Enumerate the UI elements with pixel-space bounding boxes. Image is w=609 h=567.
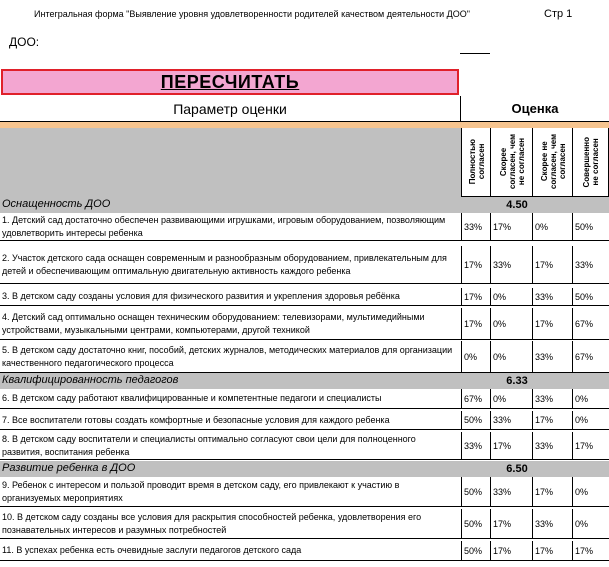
question-text: 9. Ребенок с интересом и пользой проводит время в детском саду, его привлекают к участию в организуемых мероприятиях <box>2 479 400 503</box>
value-rather-agree: 0% <box>490 389 532 408</box>
table-row <box>0 389 609 409</box>
value-rather-disagree: 0% <box>532 213 572 240</box>
section-title: Развитие ребенка в ДОО <box>2 462 136 474</box>
value-fully-disagree: 50% <box>572 213 609 240</box>
column-header-fully-agree: Полностью согласен <box>461 128 491 196</box>
value-rather-disagree: 33% <box>532 288 572 305</box>
table-row <box>0 541 609 561</box>
table-row <box>0 432 609 460</box>
value-fully-agree: 17% <box>461 308 490 339</box>
value-fully-agree: 0% <box>461 341 490 372</box>
value-rather-agree: 17% <box>490 509 532 538</box>
question-text: 8. В детском саду воспитатели и специалисты оптимально согласуют свои цели для полноценного развития, воспитания ребенка <box>2 433 416 457</box>
param-header: Параметр оценки <box>0 96 461 121</box>
value-rather-agree: 0% <box>490 308 532 339</box>
section-average: 6.50 <box>506 463 528 475</box>
value-fully-disagree: 0% <box>572 477 609 506</box>
value-fully-agree: 50% <box>461 477 490 506</box>
value-fully-agree: 33% <box>461 432 490 459</box>
question-text: 2. Участок детского сада оснащен современным и разнообразным оборудованием, привлекательным для детей и обеспечивающим оптимальную двигательную активность каждого ребенка <box>2 252 447 276</box>
value-rather-disagree: 33% <box>532 389 572 408</box>
doo-input-line[interactable] <box>460 53 490 54</box>
page-number: Стр 1 <box>544 8 573 20</box>
section-child-development <box>0 461 609 477</box>
value-fully-disagree: 0% <box>572 389 609 408</box>
section-equipment <box>0 197 609 213</box>
value-fully-disagree: 50% <box>572 288 609 305</box>
value-rather-agree: 0% <box>490 288 532 305</box>
section-title: Оснащенность ДОО <box>2 198 111 210</box>
table-row <box>0 288 609 306</box>
value-rather-disagree: 17% <box>532 541 572 560</box>
column-header-rather-disagree: Скорее не согласен, чем согласен <box>532 128 573 196</box>
value-fully-disagree: 0% <box>572 509 609 538</box>
value-fully-disagree: 67% <box>572 341 609 372</box>
score-header: Оценка <box>511 101 559 116</box>
question-text: 11. В успехах ребенка есть очевидные заслуги педагогов детского сада <box>2 545 302 555</box>
question-text: 5. В детском саду достаточно книг, пособий, детских журналов, методических материалов для организации качественного педагогического процесса <box>2 344 453 368</box>
value-rather-agree: 17% <box>490 541 532 560</box>
section-title: Квалифицированность педагогов <box>2 374 179 386</box>
column-header-fully-disagree: Совершенно не согласен <box>572 128 609 196</box>
value-rather-agree: 33% <box>490 411 532 429</box>
table-row <box>0 341 609 373</box>
value-rather-disagree: 17% <box>532 477 572 506</box>
value-fully-agree: 17% <box>461 246 490 283</box>
value-rather-agree: 33% <box>490 246 532 283</box>
question-text: 10. В детском саду созданы все условия для раскрытия способностей ребенка, удовлетворения его познавательных интересов и разумных потребностей <box>2 511 422 535</box>
recalculate-button[interactable] <box>1 69 459 95</box>
value-fully-agree: 33% <box>461 213 490 240</box>
value-rather-disagree: 17% <box>532 411 572 429</box>
table-row <box>0 213 609 241</box>
column-header-rather-agree: Скорее согласен, чем не согласен <box>490 128 533 196</box>
value-rather-disagree: 17% <box>532 246 572 283</box>
form-title: Интегральная форма "Выявление уровня удовлетворенности родителей качеством деятельности ДОО" <box>34 9 470 19</box>
value-rather-agree: 17% <box>490 432 532 459</box>
table-row <box>0 411 609 430</box>
value-rather-disagree: 33% <box>532 509 572 538</box>
question-text: 4. Детский сад оптимально оснащен техническим оборудованием: телевизорами, мультимедийными устройствами, музыкальными центрами, компьютерами, другой техникой <box>2 311 425 335</box>
header-gray-block <box>0 128 461 198</box>
value-fully-disagree: 0% <box>572 411 609 429</box>
section-qualification <box>0 373 609 389</box>
value-rather-disagree: 17% <box>532 308 572 339</box>
question-text: 1. Детский сад достаточно обеспечен развивающими игрушками, игровым оборудованием, позволяющим удовлетворить интересы ребенка <box>2 214 446 238</box>
value-rather-agree: 33% <box>490 477 532 506</box>
table-row <box>0 509 609 539</box>
value-fully-disagree: 17% <box>572 432 609 459</box>
value-rather-agree: 0% <box>490 341 532 372</box>
table-row <box>0 477 609 507</box>
value-fully-disagree: 17% <box>572 541 609 560</box>
question-text: 7. Все воспитатели готовы создать комфортные и безопасные условия для каждого ребенка <box>2 414 390 425</box>
value-rather-agree: 17% <box>490 213 532 240</box>
table-row <box>0 308 609 340</box>
question-text: 3. В детском саду созданы условия для физического развития и укрепления здоровья ребёнка <box>2 291 400 301</box>
value-fully-agree: 50% <box>461 509 490 538</box>
value-fully-disagree: 67% <box>572 308 609 339</box>
table-row <box>0 246 609 284</box>
value-fully-disagree: 33% <box>572 246 609 283</box>
section-average: 6.33 <box>506 375 528 387</box>
value-fully-agree: 50% <box>461 411 490 429</box>
section-average: 4.50 <box>506 199 528 211</box>
value-fully-agree: 17% <box>461 288 490 305</box>
recalculate-button-label: ПЕРЕСЧИТАТЬ <box>160 71 300 92</box>
question-text: 6. В детском саду работают квалифицированные и компетентные педагоги и специалисты <box>2 393 382 403</box>
value-rather-disagree: 33% <box>532 341 572 372</box>
value-rather-disagree: 33% <box>532 432 572 459</box>
value-fully-agree: 67% <box>461 389 490 408</box>
value-fully-agree: 50% <box>461 541 490 560</box>
doo-label: ДОО: <box>9 35 40 49</box>
table-header-row <box>0 96 609 122</box>
